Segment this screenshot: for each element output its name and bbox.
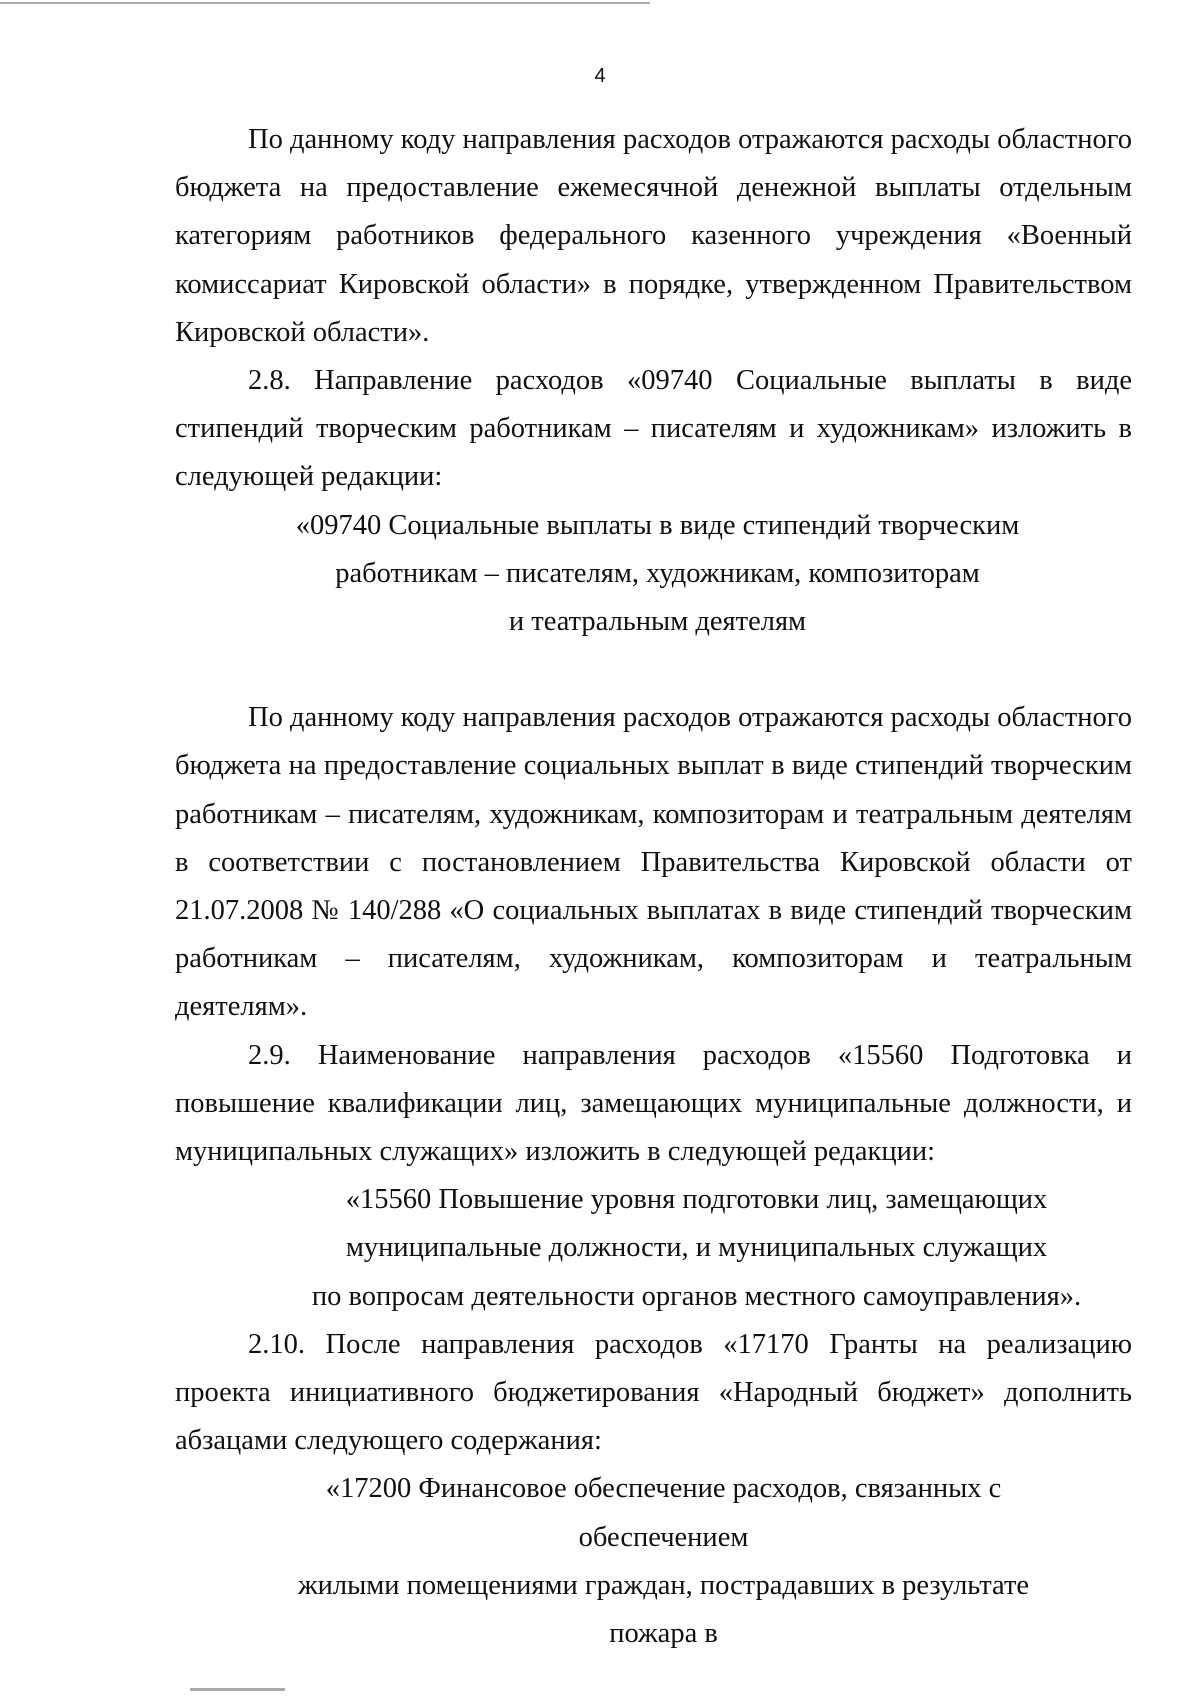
quoted-heading-line: «09740 Социальные выплаты в виде стипендий творческим bbox=[295, 509, 1020, 541]
paragraph-expense-description-stipends: По данному коду направления расходов отражаются расходы областного бюджета на предоставление социальных выплат в виде стипендий творческим работникам – писателям, художникам, композиторам и театральным деятелям в соответствии с постановлением Правительства Кировской области от 21.07.2008 № 140/288 «О социальных выплатах в виде стипендий творческим работникам – писателям, художникам, композиторам и театральным деятелям». bbox=[175, 702, 1132, 1023]
paragraph-item-2-10: 2.10. После направления расходов «17170 Гранты на реализацию проекта инициативного бюджетирования «Народный бюджет» дополнить абзацами следующего содержания: bbox=[175, 1328, 1132, 1457]
scan-artifact-top-line bbox=[0, 2, 650, 4]
quoted-heading-line: работникам – писателям, художникам, композиторам bbox=[335, 557, 980, 589]
document-body bbox=[175, 116, 1132, 1658]
quoted-heading-line: «15560 Повышение уровня подготовки лиц, замещающих bbox=[345, 1184, 1048, 1216]
page-number: 4 bbox=[594, 65, 606, 87]
quoted-heading-09740 bbox=[175, 502, 1132, 647]
paragraph-expense-description-military: По данному коду направления расходов отражаются расходы областного бюджета на предоставление ежемесячной денежной выплаты отдельным категориям работников федерального казенного учреждения «Военный комиссариат Кировской области» в порядке, утвержденном Правительством Кировской области». bbox=[175, 124, 1132, 348]
quoted-heading-line: и театральным деятелям bbox=[508, 606, 807, 638]
quoted-heading-17200 bbox=[175, 1465, 1132, 1658]
quoted-heading-15560 bbox=[175, 1176, 1132, 1321]
quoted-heading-line: по вопросам деятельности органов местного самоуправления». bbox=[311, 1280, 1082, 1312]
quoted-heading-line: «17200 Финансовое обеспечение расходов, связанных с обеспечением bbox=[325, 1473, 1002, 1553]
scan-artifact-bottom-line bbox=[190, 1688, 285, 1691]
paragraph-item-2-8: 2.8. Направление расходов «09740 Социальные выплаты в виде стипендий творческим работникам – писателям и художникам» изложить в следующей редакции: bbox=[175, 365, 1132, 493]
quoted-heading-line: муниципальные должности, и муниципальных служащих bbox=[345, 1232, 1048, 1264]
paragraph-item-2-9: 2.9. Наименование направления расходов «15560 Подготовка и повышение квалификации лиц, замещающих муниципальные должности, и муниципальных служащих» изложить в следующей редакции: bbox=[175, 1039, 1132, 1168]
quoted-heading-line: жилыми помещениями граждан, пострадавших в результате пожара в bbox=[297, 1569, 1030, 1650]
